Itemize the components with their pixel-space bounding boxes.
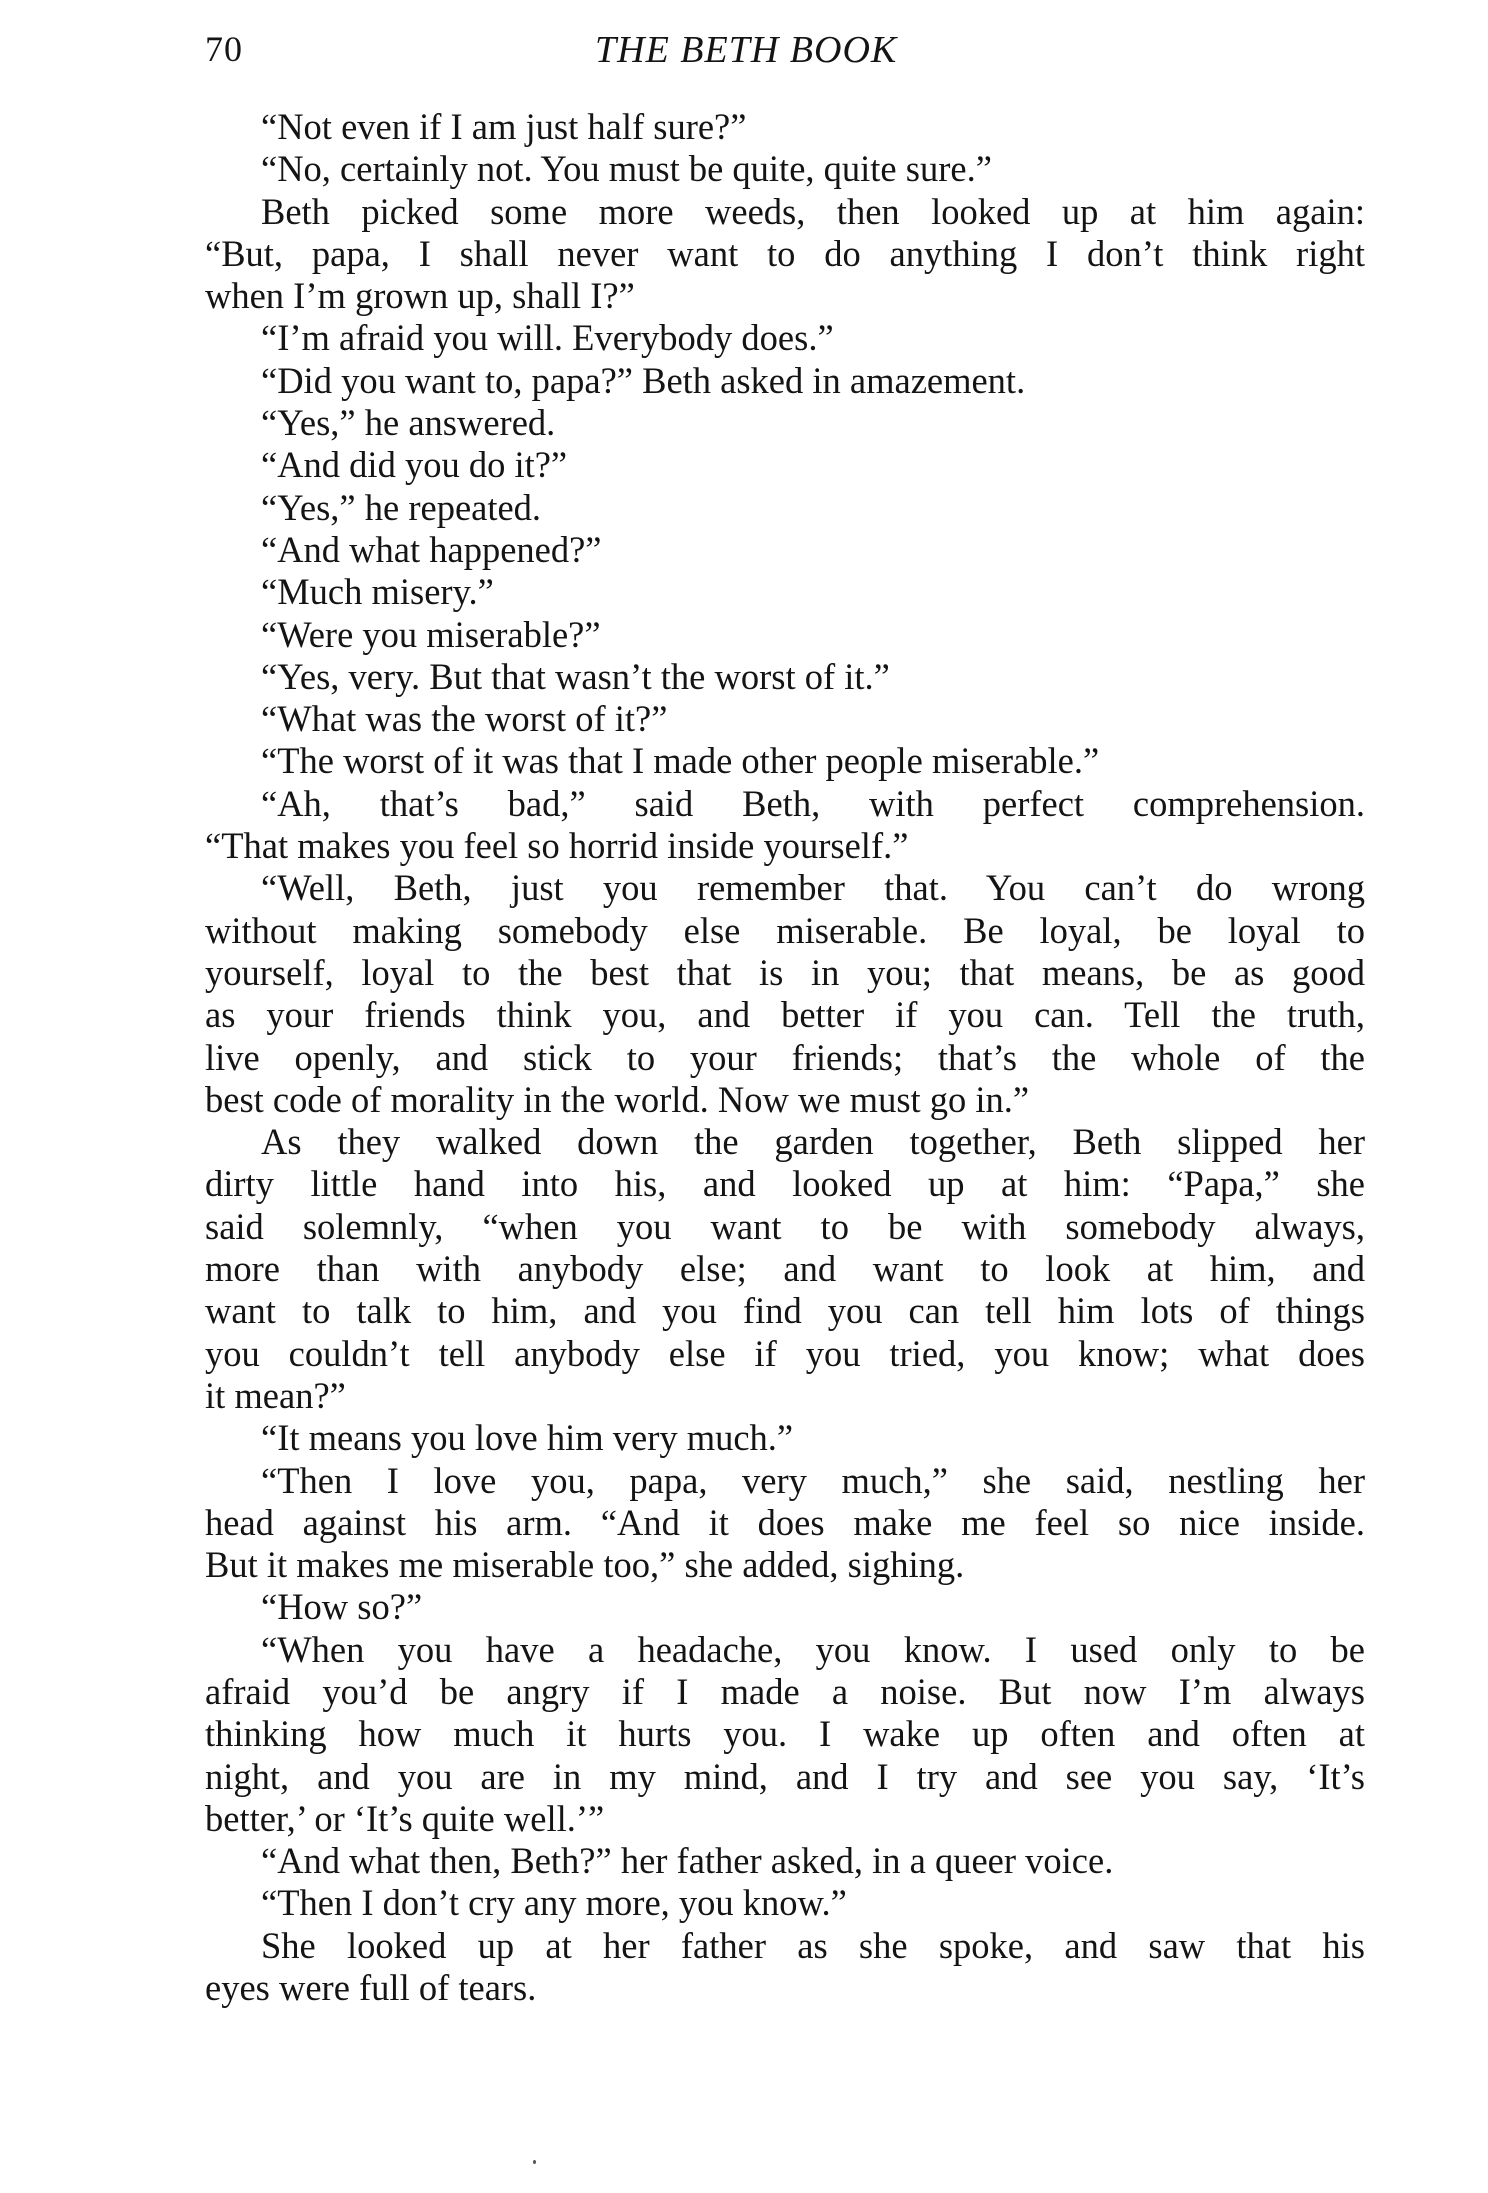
text-line: “Then I love you, papa, very much,” she said, nestling her xyxy=(261,1459,1365,1501)
text-line: As they walked down the garden together, Beth slipped her xyxy=(261,1121,1365,1163)
text-line: head against his arm. “And it does make me feel so nice inside. xyxy=(205,1501,1365,1543)
text-line: “When you have a headache, you know. I used only to be xyxy=(261,1628,1365,1670)
ink-speck xyxy=(533,2160,536,2164)
text-line: more than with anybody else; and want to look at him, and xyxy=(205,1248,1365,1290)
text-line: “The worst of it was that I made other people miserable.” xyxy=(261,740,1100,782)
text-line: when I’m grown up, shall I?” xyxy=(205,275,635,317)
text-line: “Well, Beth, just you remember that. You can’t do wrong xyxy=(261,867,1365,909)
text-line: it mean?” xyxy=(205,1374,346,1416)
text-line: “Yes,” he answered. xyxy=(261,402,556,444)
text-line: “That makes you feel so horrid inside yourself.” xyxy=(205,825,909,867)
text-line: better,’ or ‘It’s quite well.’” xyxy=(205,1797,605,1839)
text-line: “And what happened?” xyxy=(261,528,602,570)
text-line: “Did you want to, papa?” Beth asked in amazement. xyxy=(261,359,1026,401)
text-line: afraid you’d be angry if I made a noise. But now I’m always xyxy=(205,1670,1365,1712)
text-line: “Then I don’t cry any more, you know.” xyxy=(261,1882,847,1924)
text-line: She looked up at her father as she spoke, and saw that his xyxy=(261,1924,1365,1966)
text-line: without making somebody else miserable. Be loyal, be loyal to xyxy=(205,909,1365,951)
text-line: best code of morality in the world. Now we must go in.” xyxy=(205,1078,1030,1120)
text-line: dirty little hand into his, and looked up at him: “Papa,” she xyxy=(205,1163,1365,1205)
page-number: 70 xyxy=(205,29,243,69)
text-line: want to talk to him, and you find you can tell him lots of things xyxy=(205,1290,1365,1332)
text-line: But it makes me miserable too,” she added, sighing. xyxy=(205,1544,965,1586)
text-line: Beth picked some more weeds, then looked up at him again: xyxy=(261,190,1365,232)
text-line: as your friends think you, and better if you can. Tell the truth, xyxy=(205,994,1365,1036)
text-line: “It means you love him very much.” xyxy=(261,1417,794,1459)
text-line: you couldn’t tell anybody else if you tried, you know; what does xyxy=(205,1332,1365,1374)
text-line: “But, papa, I shall never want to do anything I don’t think right xyxy=(205,232,1365,274)
text-line: “And what then, Beth?” her father asked, in a queer voice. xyxy=(261,1840,1114,1882)
text-line: “Much misery.” xyxy=(261,571,494,613)
text-line: said solemnly, “when you want to be with somebody always, xyxy=(205,1205,1365,1247)
body-text xyxy=(205,106,1365,2009)
running-title: THE BETH BOOK xyxy=(595,29,898,71)
text-line: “What was the worst of it?” xyxy=(261,698,668,740)
text-line: eyes were full of tears. xyxy=(205,1967,537,2009)
text-line: “Yes,” he repeated. xyxy=(261,486,542,528)
text-line: “I’m afraid you will. Everybody does.” xyxy=(261,317,834,359)
text-line: “Not even if I am just half sure?” xyxy=(261,106,747,147)
text-line: “Yes, very. But that wasn’t the worst of it.” xyxy=(261,655,890,697)
text-line: live openly, and stick to your friends; that’s the whole of the xyxy=(205,1036,1365,1078)
text-line: thinking how much it hurts you. I wake up often and often at xyxy=(205,1713,1365,1755)
text-line: “How so?” xyxy=(261,1586,423,1628)
page-header xyxy=(205,28,1365,88)
text-line: yourself, loyal to the best that is in you; that means, be as good xyxy=(205,951,1365,993)
text-line: “And did you do it?” xyxy=(261,444,568,486)
text-line: “Ah, that’s bad,” said Beth, with perfect comprehension. xyxy=(261,782,1365,824)
text-line: “Were you miserable?” xyxy=(261,613,601,655)
text-line: “No, certainly not. You must be quite, quite sure.” xyxy=(261,148,992,190)
text-line: night, and you are in my mind, and I try and see you say, ‘It’s xyxy=(205,1755,1365,1797)
